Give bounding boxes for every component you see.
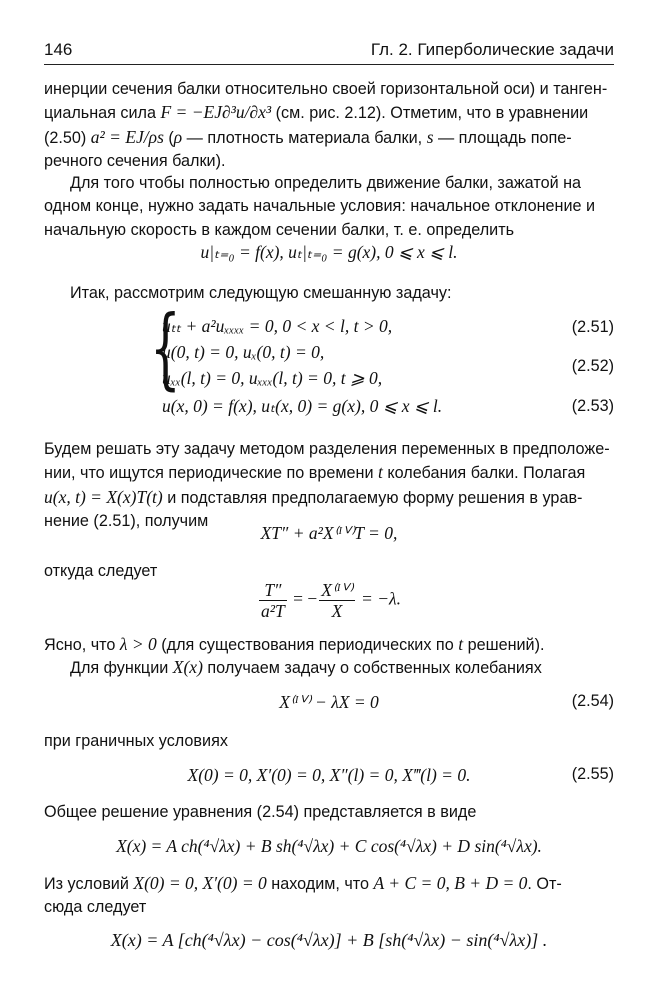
text: циальная сила bbox=[44, 104, 161, 123]
fraction-right bbox=[319, 580, 354, 621]
equals-lambda: = −λ. bbox=[356, 588, 401, 609]
numerator: T″ bbox=[259, 580, 287, 601]
para4-line1: Будем решать эту задачу методом разделения переменных в предположе- bbox=[44, 440, 610, 458]
para2-line1: Для того чтобы полностью определить движение балки, зажатой на bbox=[70, 174, 582, 192]
math-inline: X(x) bbox=[172, 657, 203, 677]
equation-eigen: X⁽ᴵⱽ⁾ − λX = 0 bbox=[279, 692, 379, 712]
text: (2.50) bbox=[44, 128, 91, 147]
system-row-3: uₓₓ(l, t) = 0, uₓₓₓ(l, t) = 0, t ⩾ 0, bbox=[162, 368, 383, 388]
denominator: a²T bbox=[261, 601, 285, 621]
paragraph-8: при граничных условиях bbox=[44, 732, 228, 750]
para10-line1 bbox=[44, 872, 614, 896]
para1-line3 bbox=[44, 126, 614, 150]
math-inline: t bbox=[378, 462, 383, 483]
math-inline: F = −EJ∂³u/∂x³ bbox=[160, 102, 272, 123]
operator: = − bbox=[288, 588, 318, 609]
para4-line4: нение (2.51), получим bbox=[44, 512, 209, 531]
text: (для существования периодических по bbox=[156, 636, 459, 654]
text: . От- bbox=[527, 875, 562, 893]
para4-line2 bbox=[44, 461, 614, 485]
text: нии, что ищутся периодические по времени bbox=[44, 464, 378, 483]
math-inline: X(0) = 0, X′(0) = 0 bbox=[133, 873, 267, 893]
paragraph-1 bbox=[44, 78, 614, 174]
fraction-left bbox=[259, 580, 287, 621]
eq-number-2-53: (2.53) bbox=[571, 397, 614, 415]
eq-number-2-54: (2.54) bbox=[571, 692, 614, 710]
para2-line2: одном конце, нужно задать начальные условия: начальное отклонение и bbox=[44, 197, 596, 216]
numerator: X⁽ᴵⱽ⁾ bbox=[321, 580, 353, 600]
math-inline: λ > 0 bbox=[119, 634, 157, 654]
math-inline: u(x, t) = X(x)T(t) bbox=[44, 486, 163, 507]
math-inline: ρ bbox=[173, 126, 183, 147]
eq-number-2-52: (2.52) bbox=[571, 357, 614, 375]
para1-line1: инерции сечения балки относительно своей горизонтальной оси) и танген- bbox=[44, 80, 608, 98]
equation-separation: XT″ + a²X⁽ᴵⱽ⁾T = 0, bbox=[260, 523, 398, 543]
equation-initial-conditions: u|ₜ₌₀ = f(x), uₜ|ₜ₌₀ = g(x), 0 ⩽ x ⩽ l. bbox=[200, 242, 458, 262]
system-row-4: u(x, 0) = f(x), uₜ(x, 0) = g(x), 0 ⩽ x ⩽ l. bbox=[162, 396, 443, 416]
text: (см. рис. 2.12). Отметим, что в уравнении bbox=[271, 104, 589, 123]
system-row-2: u(0, t) = 0, uₓ(0, t) = 0, bbox=[162, 342, 325, 362]
para4-line3 bbox=[44, 486, 614, 510]
math-inline: a² = EJ/ρs bbox=[90, 126, 164, 147]
math-inline: t bbox=[458, 634, 464, 654]
eq-number-2-55: (2.55) bbox=[571, 765, 614, 783]
equation-system bbox=[150, 296, 590, 420]
text: — площадь попе- bbox=[433, 128, 572, 147]
paragraph-6 bbox=[44, 633, 614, 657]
equation-final: X(x) = A [ch(⁴√λx) − cos(⁴√λx)] + B [sh(⁴√λx) − sin(⁴√λx)] . bbox=[110, 930, 548, 950]
system-row-1: uₜₜ + a²uₓₓₓₓ = 0, 0 < x < l, t > 0, bbox=[162, 316, 393, 336]
text: — плотность материала балки, bbox=[182, 128, 427, 147]
left-brace: { bbox=[150, 296, 181, 399]
text: ( bbox=[163, 128, 174, 147]
math-inline: s bbox=[426, 126, 434, 147]
text: Для функции bbox=[70, 659, 173, 677]
text: колебания балки. Полагая bbox=[382, 464, 586, 483]
paragraph-5: откуда следует bbox=[44, 562, 158, 580]
text: Ясно, что bbox=[44, 636, 120, 654]
running-header bbox=[44, 38, 614, 65]
text: получаем задачу о собственных колебаниях bbox=[202, 659, 542, 677]
para10-line2: сюда следует bbox=[44, 898, 147, 917]
denominator: X bbox=[331, 601, 343, 621]
math-inline: A + C = 0, B + D = 0 bbox=[373, 873, 528, 893]
equation-fraction bbox=[44, 580, 614, 621]
eq-number-2-51: (2.51) bbox=[571, 318, 614, 336]
running-title: Гл. 2. Гиперболические задачи bbox=[370, 40, 614, 59]
paragraph-2 bbox=[44, 172, 614, 242]
equation-general-solution: X(x) = A ch(⁴√λx) + B sh(⁴√λx) + C cos(⁴√λx) + D sin(⁴√λx). bbox=[116, 836, 542, 856]
paragraph-4 bbox=[44, 438, 614, 534]
text: находим, что bbox=[266, 875, 374, 893]
paragraph-10 bbox=[44, 872, 614, 920]
equation-boundary: X(0) = 0, X′(0) = 0, X″(l) = 0, X‴(l) = 0. bbox=[187, 765, 471, 785]
paragraph-3: Итак, рассмотрим следующую смешанную задачу: bbox=[70, 284, 452, 302]
para2-line3: начальную скорость в каждом сечении балки, т. е. определить bbox=[44, 220, 515, 239]
para1-line2 bbox=[44, 101, 614, 125]
text: решений). bbox=[463, 636, 545, 654]
paragraph-7 bbox=[44, 656, 614, 680]
text: и подставляя предполагаемую форму решения в урав- bbox=[162, 488, 583, 507]
paragraph-9: Общее решение уравнения (2.54) представляется в виде bbox=[44, 803, 477, 821]
page-number: 146 bbox=[44, 40, 73, 59]
para1-line4: речного сечения балки). bbox=[44, 152, 226, 171]
text: Из условий bbox=[44, 875, 134, 893]
